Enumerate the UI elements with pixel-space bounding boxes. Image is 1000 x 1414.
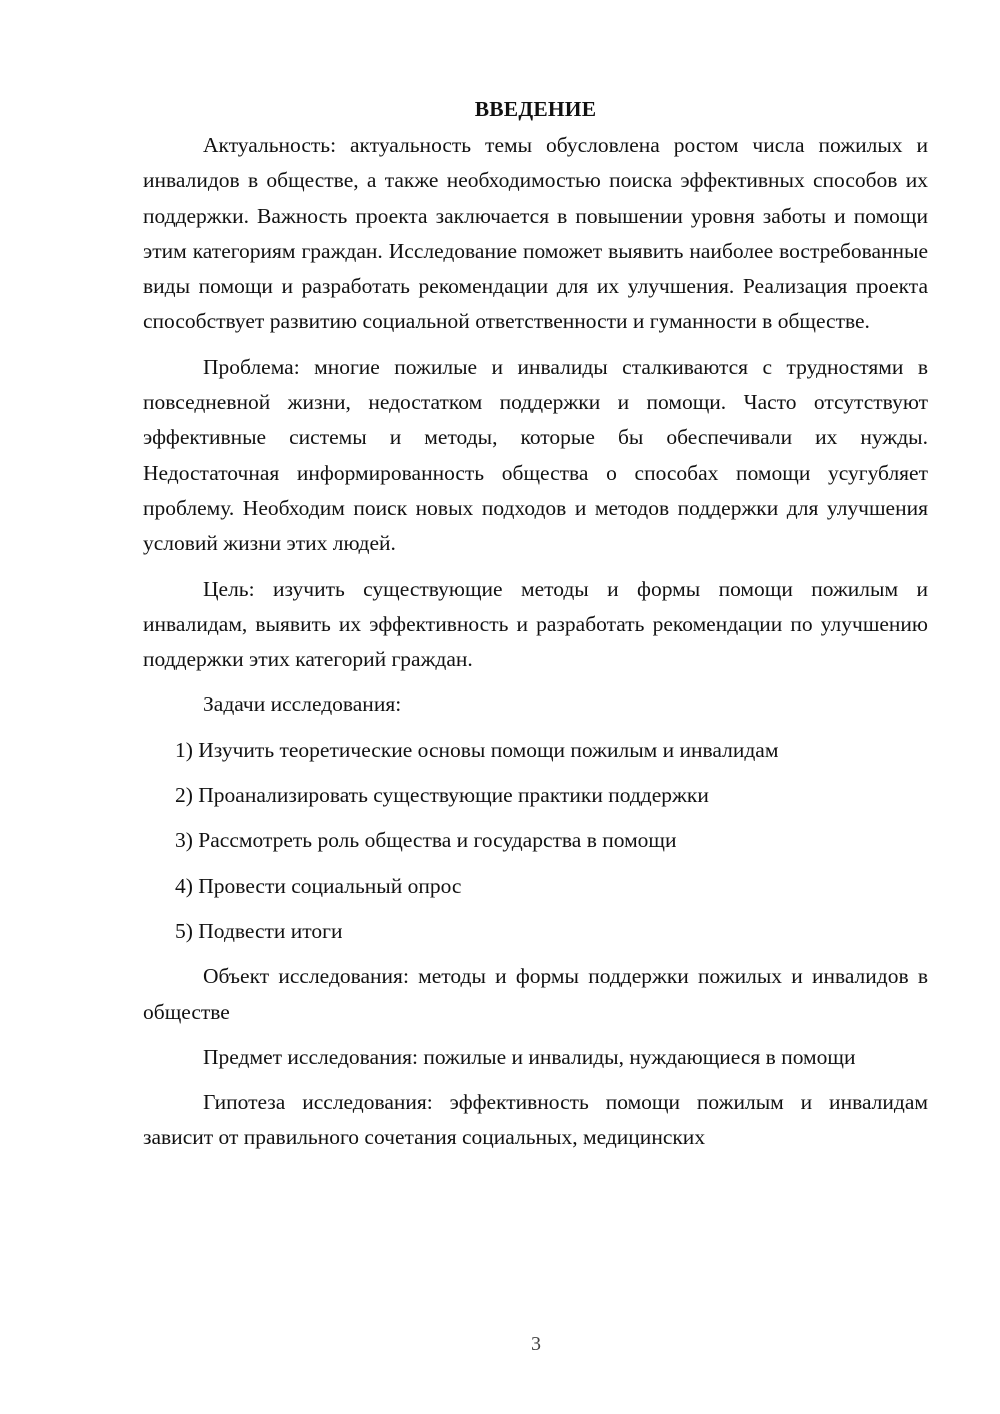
goal-paragraph: Цель: изучить существующие методы и формы помощи пожилым и инвалидам, выявить их эффективность и разработать рекомендации по улучшению поддержки этих категорий граждан.	[143, 576, 928, 672]
section-heading: ВВЕДЕНИЕ	[474, 97, 597, 121]
task-item-4: 4) Провести социальный опрос	[175, 873, 462, 898]
hypothesis-paragraph: Гипотеза исследования: эффективность помощи пожилым и инвалидам зависит от правильного сочетания социальных, медицинских	[143, 1090, 928, 1150]
page-number: 3	[531, 1333, 541, 1355]
task-item-3: 3) Рассмотреть роль общества и государства в помощи	[175, 828, 677, 853]
page-content	[143, 92, 928, 1166]
object-paragraph: Объект исследования: методы и формы поддержки пожилых и инвалидов в обществе	[143, 964, 928, 1024]
task-item-1: 1) Изучить теоретические основы помощи пожилым и инвалидам	[175, 737, 779, 762]
problem-paragraph: Проблема: многие пожилые и инвалиды сталкиваются с трудностями в повседневной жизни, недостатком поддержки и помощи. Часто отсутствуют эффективные системы и методы, которые бы обеспечивали их нужды. Недостаточная информированность общества о способах помощи усугубляет проблему. Необходим поиск новых подходов и методов поддержки для улучшения условий жизни этих людей.	[143, 354, 928, 556]
tasks-list	[143, 733, 928, 949]
relevance-paragraph: Актуальность: актуальность темы обусловлена ростом числа пожилых и инвалидов в обществе, а также необходимостью поиска эффективных способов их поддержки. Важность проекта заключается в повышении уровня заботы и помощи этим категориям граждан. Исследование поможет выявить наиболее востребованные виды помощи и разработать рекомендации для их улучшения. Реализация проекта способствует развитию социальной ответственности и гуманности в обществе.	[143, 133, 928, 334]
task-item-5: 5) Подвести итоги	[175, 918, 343, 943]
task-item-2: 2) Проанализировать существующие практики поддержки	[175, 783, 709, 808]
subject-paragraph: Предмет исследования: пожилые и инвалиды, нуждающиеся в помощи	[203, 1044, 856, 1069]
tasks-label: Задачи исследования:	[203, 692, 402, 717]
